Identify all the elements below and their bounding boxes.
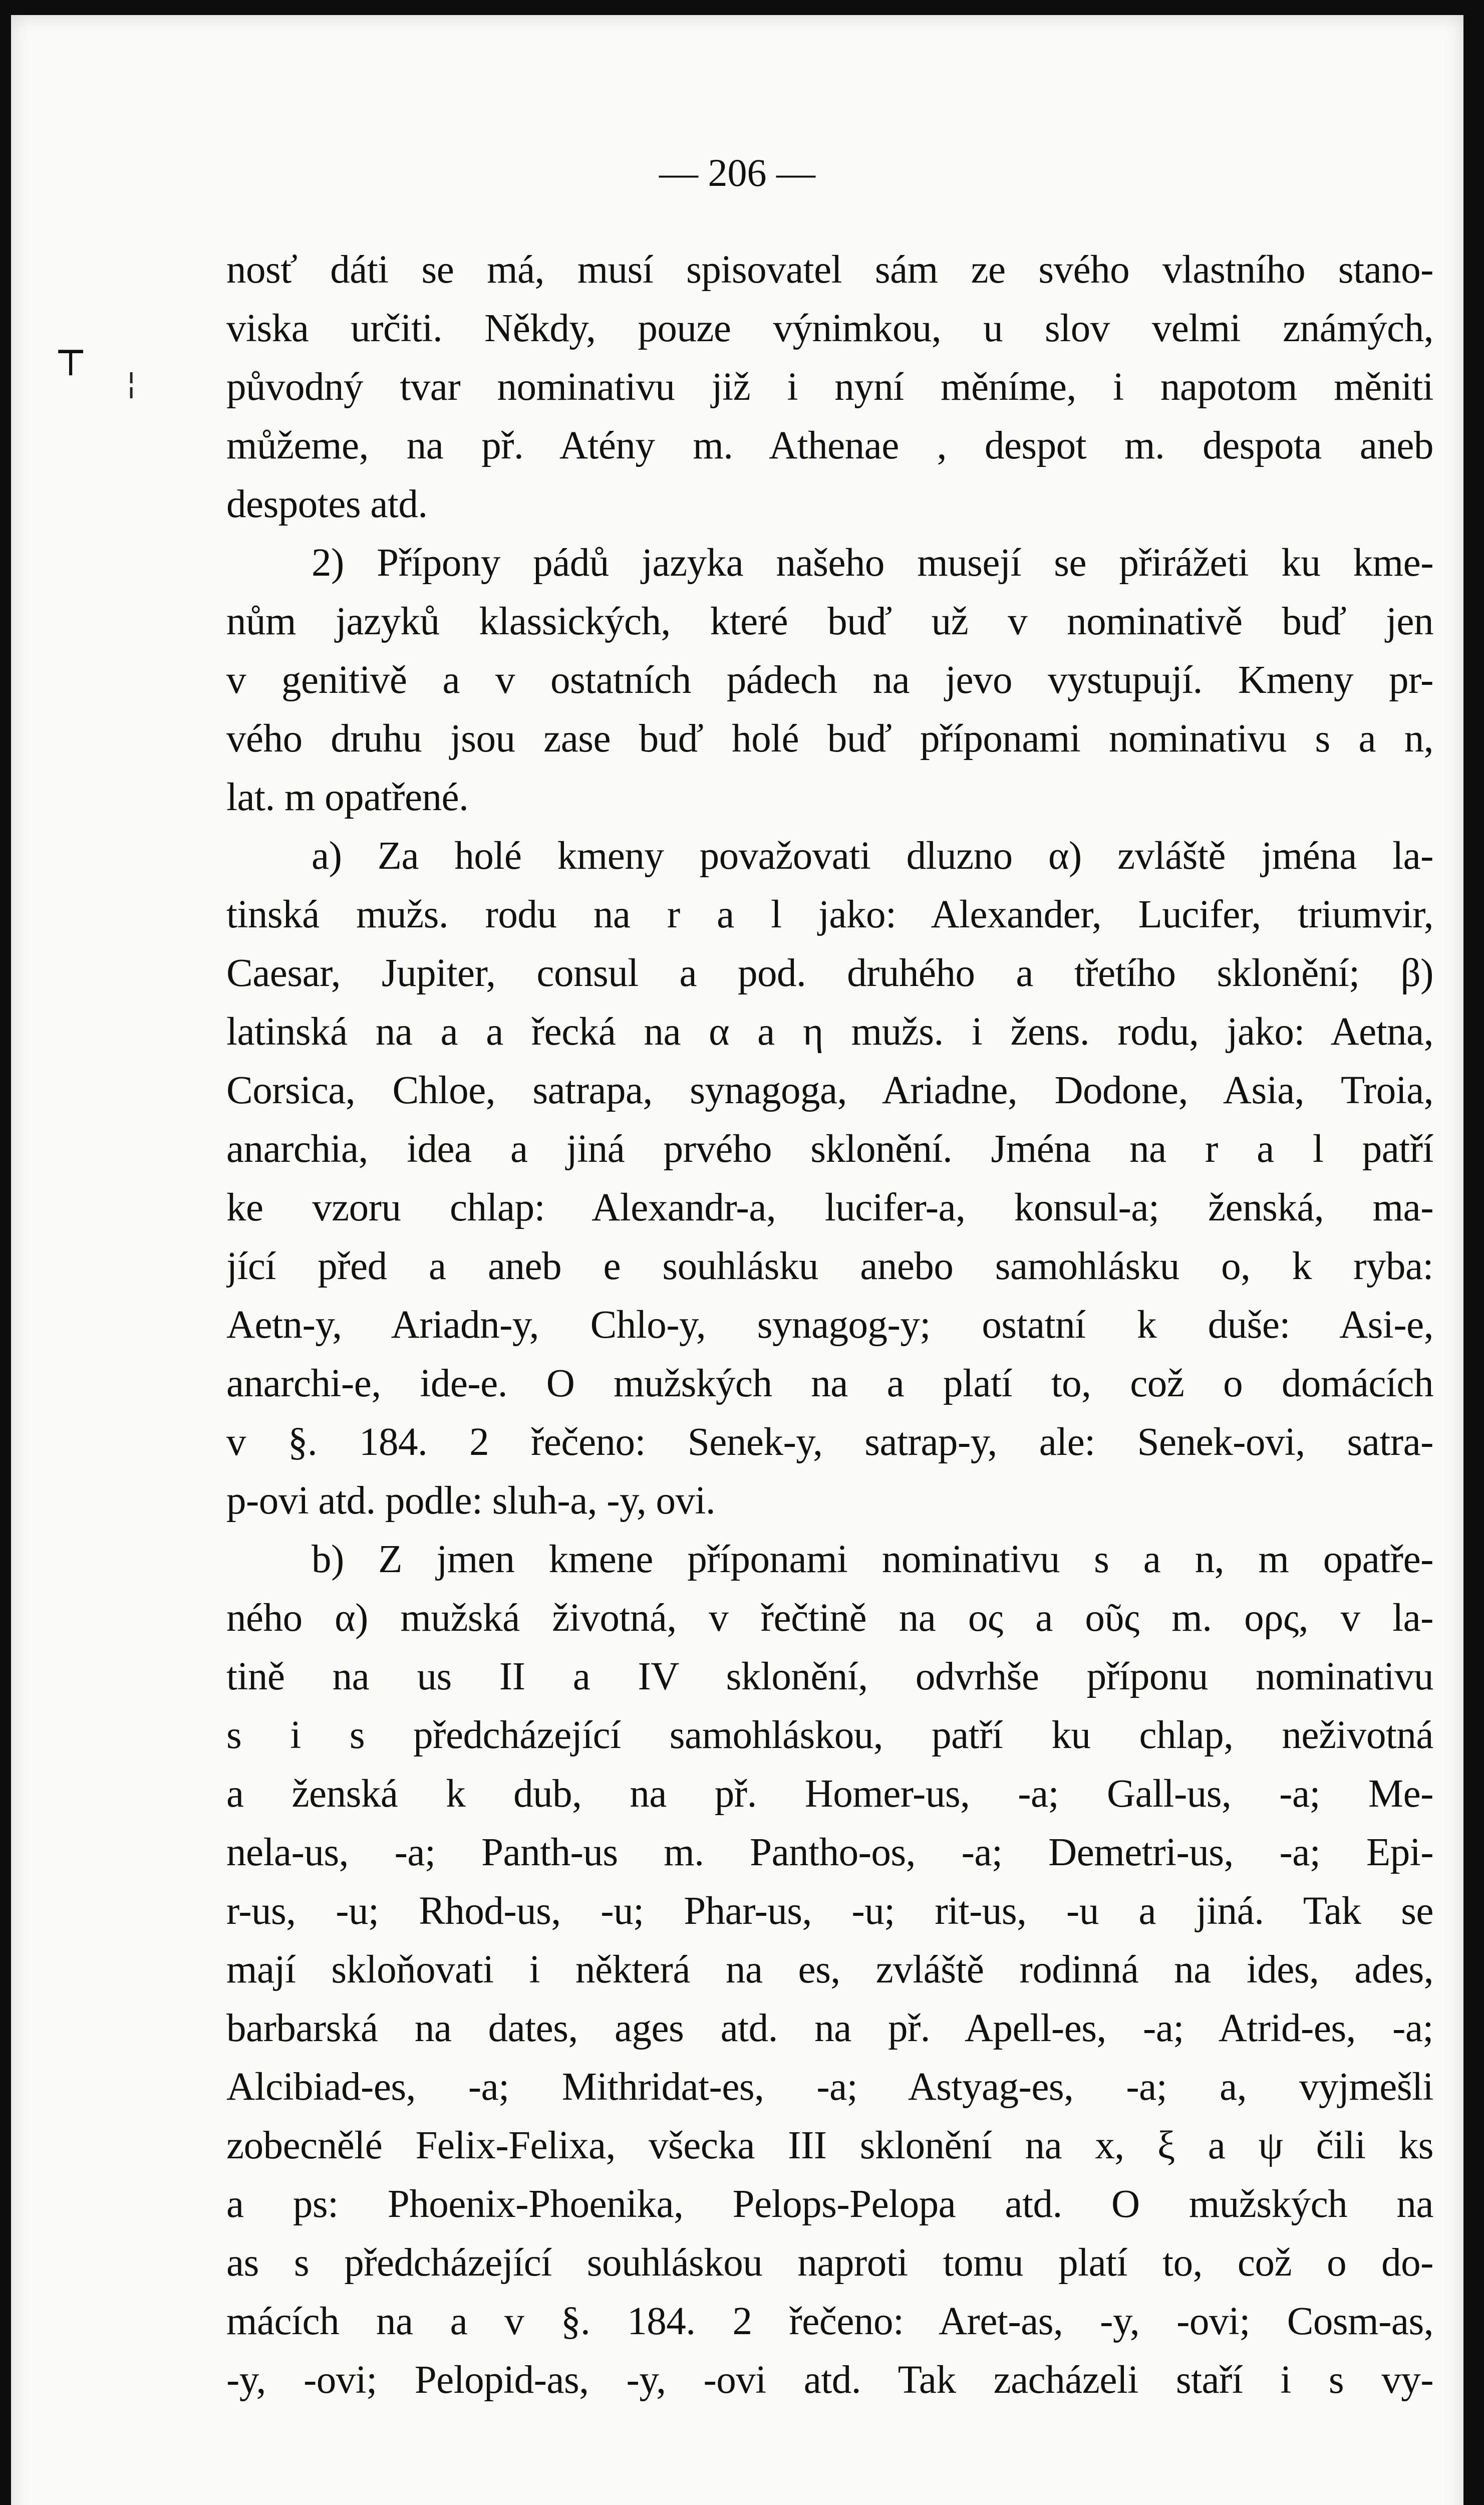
text-line: despotes atd. (226, 482, 428, 526)
text-line: můžeme, na př. Atény m. Athenae , despot m. despota aneb (226, 424, 1433, 467)
text-line: viska určiti. Někdy, pouze výnimkou, u slov velmi známých, (226, 307, 1433, 350)
text-line: as s předcházející souhláskou naproti tomu platí to, což o do- (226, 2241, 1433, 2285)
text-line: tinská mužs. rodu na r a l jako: Alexander, Lucifer, triumvir, (226, 893, 1433, 936)
text-line: Aetn-y, Ariadn-y, Chlo-y, synagog-y; ostatní k duše: Asi-e, (226, 1303, 1433, 1347)
book-page (11, 15, 1463, 2505)
margin-pencil-mark: ┬ (59, 328, 83, 375)
text-line: s i s předcházející samohláskou, patří ku chlap, neživotná (226, 1713, 1433, 1757)
text-line: nela-us, -a; Panth-us m. Pantho-os, -a; Demetri-us, -a; Epi- (226, 1831, 1433, 1874)
text-line: b) Z jmen kmene příponami nominativu s a n, m opatře- (312, 1538, 1433, 1581)
text-line: Caesar, Jupiter, consul a pod. druhého a třetího sklonění; β) (226, 951, 1433, 995)
text-line: anarchia, idea a jiná prvého sklonění. Jména na r a l patří (226, 1127, 1433, 1171)
text-line: nosť dáti se má, musí spisovatel sám ze svého vlastního stano- (226, 248, 1433, 292)
text-line: a) Za holé kmeny považovati dluzno α) zvláště jména la- (312, 834, 1433, 878)
text-line: a ženská k dub, na př. Homer-us, -a; Gall-us, -a; Me- (226, 1772, 1433, 1816)
text-line: Alcibiad-es, -a; Mithridat-es, -a; Astyag-es, -a; a, vyjmešli (226, 2065, 1433, 2109)
text-line: a ps: Phoenix-Phoenika, Pelops-Pelopa atd. O mužských na (226, 2182, 1433, 2226)
text-line: zobecnělé Felix-Felixa, všecka III sklonění na x, ξ a ψ čili ks (226, 2124, 1433, 2167)
text-line: -y, -ovi; Pelopid-as, -y, -ovi atd. Tak zacházeli staří i s vy- (226, 2358, 1433, 2402)
text-line: jící před a aneb e souhlásku anebo samohlásku o, k ryba: (226, 1244, 1433, 1288)
margin-pencil-tick: ¦ (126, 366, 137, 401)
text-line: ného α) mužská životná, v řečtině na ος a οῦς m. ορς, v la- (226, 1596, 1433, 1640)
text-line: nům jazyků klassických, které buď už v nominativě buď jen (226, 600, 1433, 643)
text-line: mají skloňovati i některá na es, zvláště rodinná na ides, ades, (226, 1948, 1433, 1991)
text-line: vého druhu jsou zase buď holé buď příponami nominativu s a n, (226, 717, 1433, 761)
text-line: ke vzoru chlap: Alexandr-a, lucifer-a, konsul-a; ženská, ma- (226, 1186, 1433, 1229)
body-text (226, 240, 1433, 2409)
text-line: mácích na a v §. 184. 2 řečeno: Aret-as, -y, -ovi; Cosm-as, (226, 2300, 1433, 2343)
text-line: tině na us II a IV sklonění, odvrhše příponu nominativu (226, 1655, 1433, 1698)
text-line: p-ovi atd. podle: sluh-a, -y, ovi. (226, 1479, 716, 1523)
text-line: v genitivě a v ostatních pádech na jevo vystupují. Kmeny pr- (226, 658, 1433, 702)
text-line: 2) Přípony pádů jazyka našeho musejí se přirážeti ku kme- (312, 541, 1433, 585)
text-line: původný tvar nominativu již i nyní měníme, i napotom měniti (226, 365, 1433, 409)
text-line: lat. m opatřené. (226, 776, 469, 819)
text-line: v §. 184. 2 řečeno: Senek-y, satrap-y, ale: Senek-ovi, satra- (226, 1420, 1433, 1464)
text-line: barbarská na dates, ages atd. na př. Apell-es, -a; Atrid-es, -a; (226, 2007, 1433, 2050)
text-line: latinská na a a řecká na α a η mužs. i žens. rodu, jako: Aetna, (226, 1010, 1433, 1054)
text-line: anarchi-e, ide-e. O mužských na a platí to, což o domácích (226, 1362, 1433, 1405)
page-number: — 206 — (659, 151, 815, 194)
text-line: Corsica, Chloe, satrapa, synagoga, Ariadne, Dodone, Asia, Troia, (226, 1069, 1433, 1112)
text-line: r-us, -u; Rhod-us, -u; Phar-us, -u; rit-us, -u a jiná. Tak se (226, 1889, 1433, 1933)
